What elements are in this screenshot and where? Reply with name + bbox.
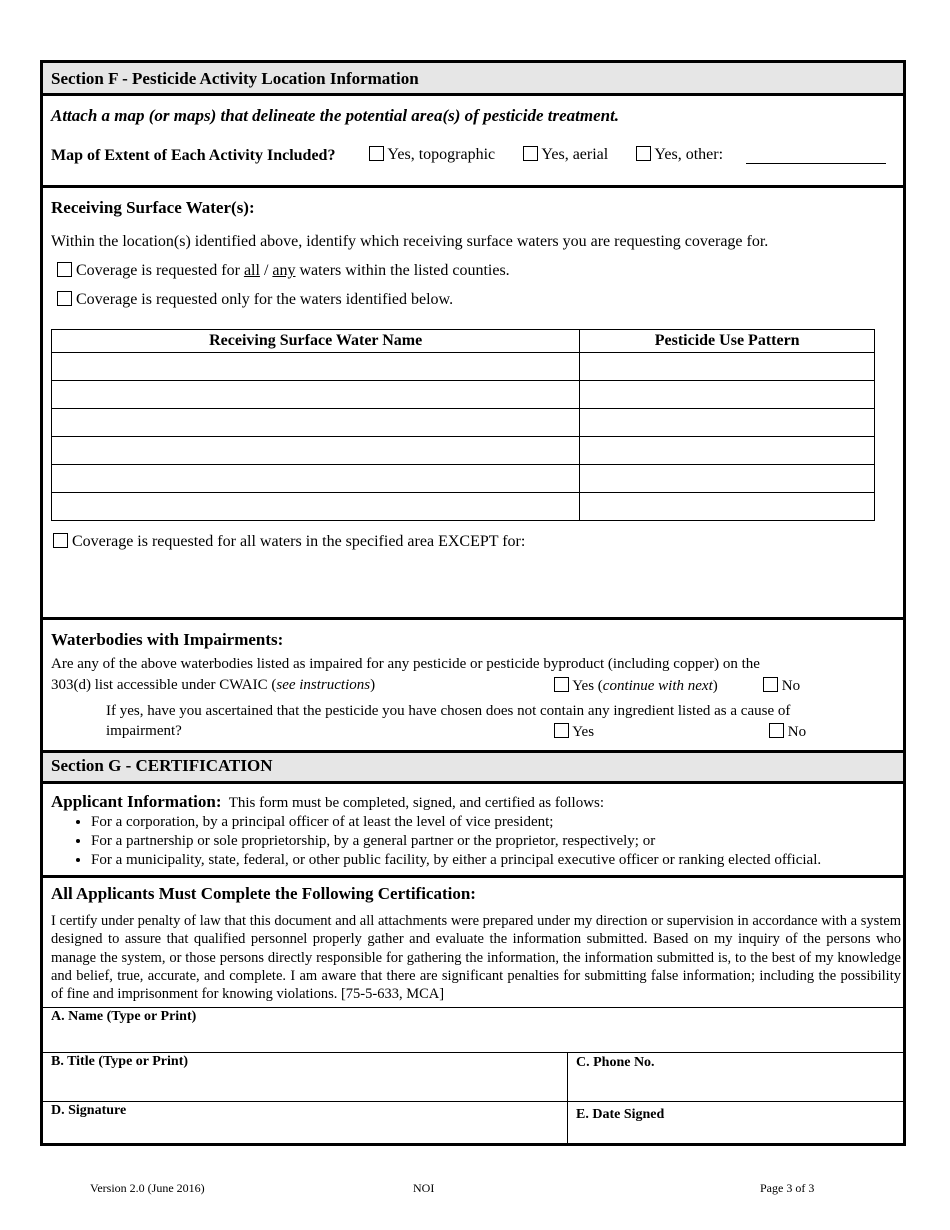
except-waters-checkbox[interactable] <box>53 533 68 548</box>
list-item: • For a municipality, state, federal, or other public facility, by either a principal executive officer or ranking elected official. <box>91 851 821 870</box>
use-pattern-cell[interactable] <box>580 437 875 465</box>
receiving-instruction: Within the location(s) identified above, identify which receiving surface waters you are requesting coverage for. <box>51 233 769 250</box>
signature-label: D. Signature <box>51 1103 127 1118</box>
use-pattern-cell[interactable] <box>580 493 875 521</box>
phone-field[interactable] <box>568 1053 903 1101</box>
aerial-checkbox[interactable] <box>523 146 538 161</box>
water-name-cell[interactable] <box>52 353 580 381</box>
option-all-waters[interactable]: Coverage is requested for all / any waters within the listed counties. <box>57 262 510 280</box>
table-row <box>52 409 875 437</box>
section-f-title: Section F - Pesticide Activity Location Information <box>51 69 419 88</box>
receiving-waters-block <box>43 188 903 620</box>
signature-field[interactable] <box>43 1102 567 1146</box>
applicant-heading: Applicant Information: This form must be completed, signed, and certified as follows: <box>51 792 605 811</box>
applicant-bullets <box>51 813 821 870</box>
topographic-checkbox[interactable] <box>369 146 384 161</box>
table-row <box>52 493 875 521</box>
other-text-field[interactable] <box>746 163 886 164</box>
impaired-no-option[interactable]: No <box>763 677 800 695</box>
list-item: • For a partnership or sole proprietorship, by a general partner or the proprietor, respectively; or <box>91 832 821 851</box>
only-waters-checkbox[interactable] <box>57 291 72 306</box>
date-field[interactable] <box>568 1102 903 1146</box>
name-label: A. Name (Type or Print) <box>51 1009 197 1024</box>
option-except-waters[interactable]: Coverage is requested for all waters in the specified area EXCEPT for: <box>53 533 525 551</box>
use-pattern-cell[interactable] <box>580 353 875 381</box>
signature-date-row <box>43 1102 903 1146</box>
all-waters-checkbox[interactable] <box>57 262 72 277</box>
water-name-cell[interactable] <box>52 409 580 437</box>
certification-title: All Applicants Must Complete the Following Certification: <box>51 884 476 903</box>
water-table <box>51 329 875 521</box>
applicant-block <box>43 784 903 878</box>
use-pattern-cell[interactable] <box>580 381 875 409</box>
table-row <box>52 437 875 465</box>
impaired-yes-option[interactable]: Yes (continue with next) <box>554 677 718 695</box>
use-pattern-cell[interactable] <box>580 465 875 493</box>
water-name-header: Receiving Surface Water Name <box>52 330 580 353</box>
water-table-header <box>52 330 875 353</box>
section-g-title: Section G - CERTIFICATION <box>51 756 273 775</box>
name-field[interactable] <box>43 1008 903 1053</box>
phone-label: C. Phone No. <box>576 1055 655 1070</box>
option-aerial[interactable]: Yes, aerial <box>523 146 608 164</box>
other-checkbox[interactable] <box>636 146 651 161</box>
followup-no-option[interactable]: No <box>769 723 806 741</box>
date-label: E. Date Signed <box>576 1107 665 1122</box>
table-row <box>52 381 875 409</box>
followup-question-line1: If yes, have you ascertained that the pesticide you have chosen does not contain any ingredient listed as a cause of <box>106 703 791 719</box>
table-row <box>52 353 875 381</box>
followup-yes-checkbox[interactable] <box>554 723 569 738</box>
water-name-cell[interactable] <box>52 381 580 409</box>
impaired-no-checkbox[interactable] <box>763 677 778 692</box>
impaired-yes-checkbox[interactable] <box>554 677 569 692</box>
option-only-waters[interactable]: Coverage is requested only for the waters identified below. <box>57 291 453 309</box>
option-other[interactable]: Yes, other: <box>636 146 723 164</box>
footer-form: NOI <box>413 1181 435 1195</box>
followup-yes-option[interactable]: Yes <box>554 723 594 741</box>
title-field[interactable] <box>43 1053 567 1101</box>
receiving-title: Receiving Surface Water(s): <box>51 198 255 217</box>
impairments-title: Waterbodies with Impairments: <box>51 630 284 649</box>
footer-page: Page 3 of 3 <box>760 1181 815 1195</box>
list-item: • For a corporation, by a principal officer of at least the level of vice president; <box>91 813 821 832</box>
water-name-cell[interactable] <box>52 493 580 521</box>
impairment-question-line1: Are any of the above waterbodies listed as impaired for any pesticide or pesticide byproduct (including copper) on the <box>51 656 760 672</box>
use-pattern-header: Pesticide Use Pattern <box>580 330 875 353</box>
impairment-question-line2: 303(d) list accessible under CWAIC (see instructions) <box>51 677 376 693</box>
footer-version: Version 2.0 (June 2016) <box>90 1181 205 1195</box>
use-pattern-cell[interactable] <box>580 409 875 437</box>
attach-instruction: Attach a map (or maps) that delineate the potential area(s) of pesticide treatment. <box>51 106 620 125</box>
section-f-header <box>43 63 903 96</box>
title-phone-row <box>43 1053 903 1102</box>
water-name-cell[interactable] <box>52 465 580 493</box>
certification-text: I certify under penalty of law that this document and all attachments were prepared under my direction or supervision in accordance with a system designed to assure that qualified personnel properly gather and evaluate the information submitted. Based on my inquiry of the persons who manage the system, or those persons directly responsible for gathering the information, the information submitted is, to the best of my knowledge and belief, true, accurate, and complete. I am aware that there are significant penalties for submitting false information; including the possibility of fine and imprisonment for knowing violations. [75-5-633, MCA] <box>51 913 901 1003</box>
section-g-header <box>43 753 903 784</box>
certification-block <box>43 878 903 1008</box>
noi-form <box>40 60 906 1146</box>
followup-no-checkbox[interactable] <box>769 723 784 738</box>
table-row <box>52 465 875 493</box>
followup-question-line2: impairment? <box>106 723 182 739</box>
impairments-block <box>43 620 903 753</box>
option-topographic[interactable]: Yes, topographic <box>369 146 495 164</box>
water-name-cell[interactable] <box>52 437 580 465</box>
title-label: B. Title (Type or Print) <box>51 1054 189 1069</box>
map-block <box>43 96 903 188</box>
map-question: Map of Extent of Each Activity Included? <box>51 147 336 164</box>
